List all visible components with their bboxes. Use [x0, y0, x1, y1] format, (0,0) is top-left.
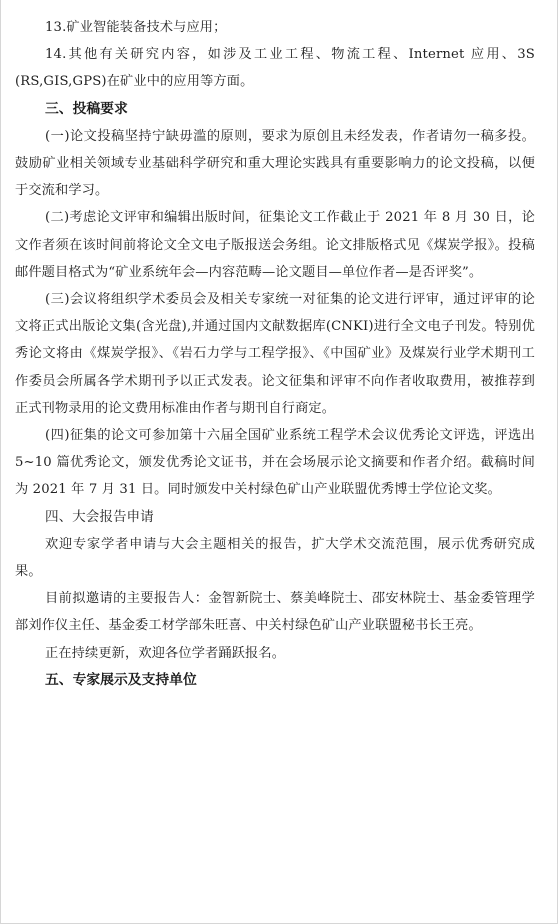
paragraph-reports-1: 欢迎专家学者申请与大会主题相关的报告，扩大学术交流范围，展示优秀研究成果。 — [15, 536, 535, 580]
paragraph-submission-1: (一)论文投稿坚持宁缺毋滥的原则，要求为原创且未经发表，作者请勿一稿多投。鼓励矿业相关领域专业基础科学研究和重大理论实践具有重要影响力的论文投稿，以便于交流和学习。 — [15, 128, 535, 199]
section-heading-experts: 五、专家展示及支持单位 — [45, 671, 197, 688]
paragraph-reports-3: 正在持续更新，欢迎各位学者踊跃报名。 — [45, 645, 286, 661]
paragraph-submission-4: (四)征集的论文可参加第十六届全国矿业系统工程学术会议优秀论文评选，评选出 5~10 篇优秀论文，颁发优秀论文证书，并在会场展示论文摘要和作者介绍。截稿时间为 2021 年 7 月 31 日。同时颁发中关村绿色矿山产业联盟优秀博士学位论文奖。 — [15, 428, 535, 498]
list-item-14: 14.其他有关研究内容，如涉及工业工程、物流工程、Internet 应用、3S (RS,GIS,GPS)在矿业中的应用等方面。 — [15, 47, 535, 90]
paragraph-reports-2: 目前拟邀请的主要报告人：金智新院士、蔡美峰院士、邵安林院士、基金委管理学部刘作仪主任、基金委工材学部朱旺喜、中关村绿色矿山产业联盟秘书长王亮。 — [15, 591, 535, 634]
section-heading-submission: 三、投稿要求 — [45, 100, 128, 117]
paragraph-submission-3: (三)会议将组织学术委员会及相关专家统一对征集的论文进行评审，通过评审的论文将正式出版论文集(含光盘),并通过国内文献数据库(CNKI)进行全文电子刊发。特别优秀论文将由《煤炭学报》、《岩石力学与工程学报》、《中国矿业》及煤炭行业学术期刊工作委员会所属各学术期刊予以正式发表。论文征集和评审不向作者收取费用，被推荐到正式刊物录用的论文费用标准由作者与期刊自行商定。 — [15, 292, 535, 416]
list-item-13: 13.矿业智能装备技术与应用； — [45, 20, 227, 35]
section-heading-reports: 四、大会报告申请 — [45, 508, 154, 525]
paragraph-submission-2: (二)考虑论文评审和编辑出版时间，征集论文工作截止于 2021 年 8 月 30 日，论文作者须在该时间前将论文全文电子版报送会务组。论文排版格式见《煤炭学报》。投稿邮件题目格式为“矿业系统年会—内容范畴—论文题目—单位作者—是否评奖”。 — [15, 210, 535, 280]
